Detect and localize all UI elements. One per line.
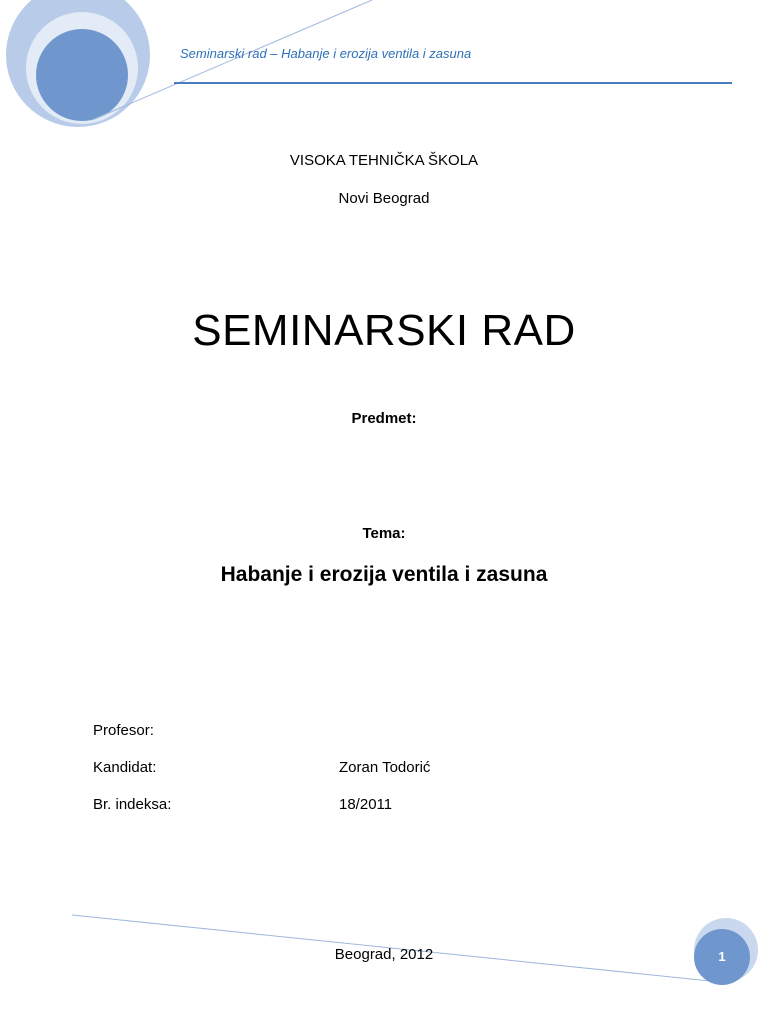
candidate-name: Zoran Todorić — [339, 759, 431, 776]
header-circle-ornament — [6, 0, 150, 127]
candidate-label: Kandidat: — [93, 759, 157, 776]
index-number: 18/2011 — [339, 796, 393, 813]
institution-city: Novi Beograd — [338, 190, 430, 207]
professor-label: Profesor: — [93, 722, 154, 739]
footer-place-date: Beograd, 2012 — [334, 946, 434, 963]
subject-label: Predmet: — [351, 410, 417, 427]
theme-label: Tema: — [362, 525, 406, 542]
page-number: 1 — [718, 949, 726, 964]
document-title: SEMINARSKI RAD — [192, 306, 576, 355]
index-label: Br. indeksa: — [93, 796, 172, 813]
theme-title: Habanje i erozija ventila i zasuna — [220, 563, 548, 586]
institution-name: VISOKA TEHNIČKA ŠKOLA — [289, 152, 479, 169]
running-header: Seminarski rad – Habanje i erozija ventila i zasuna — [180, 46, 472, 61]
header-rule — [174, 82, 732, 84]
